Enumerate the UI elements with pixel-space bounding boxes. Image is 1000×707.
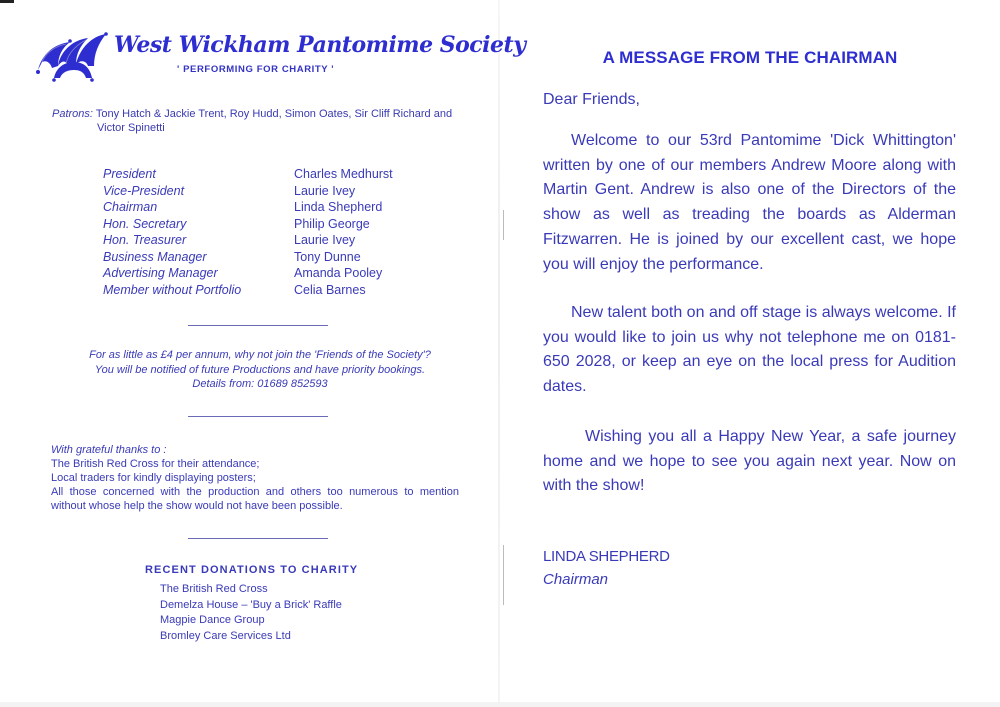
officer-name: Celia Barnes	[294, 282, 366, 297]
society-name: West Wickham Pantomime Society	[114, 32, 526, 58]
friends-contact: Details from: 01689 852593	[192, 378, 328, 390]
thanks-item: All those concerned with the production and others too numerous to mention without whose help the show would not have been possible.	[51, 486, 459, 512]
donations-list	[160, 582, 342, 644]
officer-role: Hon. Treasurer	[103, 233, 187, 247]
section-divider	[188, 538, 328, 539]
fold-crease	[503, 545, 504, 605]
patrons	[52, 107, 472, 135]
page-fold	[498, 0, 500, 707]
donation-item: Demelza House – 'Buy a Brick' Raffle	[160, 598, 342, 611]
officer-name: Tony Dunne	[294, 249, 361, 264]
officer-name: Charles Medhurst	[294, 167, 393, 181]
section-divider	[188, 416, 328, 417]
salutation: Dear Friends,	[543, 91, 640, 108]
message-title: A MESSAGE FROM THE CHAIRMAN	[602, 48, 898, 67]
officer-row	[103, 166, 393, 183]
officer-row	[103, 249, 393, 266]
donation-item: Magpie Dance Group	[160, 614, 265, 626]
friends-line: You will be notified of future Productions and have priority bookings.	[94, 363, 426, 376]
officer-name: Linda Shepherd	[294, 200, 383, 214]
section-divider	[188, 325, 328, 326]
officer-name: Laurie Ivey	[294, 183, 356, 198]
friends-of-society-notice	[40, 348, 480, 392]
donation-item: Bromley Care Services Ltd	[160, 629, 291, 642]
officer-role: President	[103, 167, 156, 181]
thanks-item: Local traders for kindly displaying posters;	[51, 472, 256, 484]
officer-role: Member without Portfolio	[103, 282, 242, 297]
paper-edge	[0, 702, 1000, 707]
officer-row	[103, 282, 393, 299]
signature-name: LINDA SHEPHERD	[543, 548, 670, 565]
message-paragraph: Welcome to our 53rd Pantomime 'Dick Whittington' written by one of our members Andrew Moore along with Martin Gent. Andrew is also one of the Directors of the show as well as treading the boards as Alderman Fitzwarren. He is joined by our excellent cast, we hope you will enjoy the performance.	[543, 132, 956, 273]
jester-hat-icon	[36, 30, 108, 82]
thanks-lead: With grateful thanks to :	[51, 444, 167, 456]
patrons-label: Patrons:	[52, 108, 93, 120]
thanks-item: The British Red Cross for their attendance;	[51, 458, 260, 470]
officer-role: Vice-President	[103, 183, 185, 198]
officer-row	[103, 216, 393, 233]
thanks-section	[51, 443, 459, 513]
officers-list	[103, 166, 393, 298]
officer-name: Amanda Pooley	[294, 266, 383, 280]
officer-role: Hon. Secretary	[103, 216, 187, 231]
message-paragraph: Wishing you all a Happy New Year, a safe journey home and we hope to see you again next year. Now on with the show!	[543, 428, 956, 495]
officer-role: Chairman	[103, 200, 158, 214]
patrons-list-continued: Victor Spinetti	[97, 122, 165, 134]
message-paragraph: New talent both on and off stage is always welcome. If you would like to join us why not telephone me on 0181-650 2028, or keep an eye on the local press for Audition dates.	[543, 304, 956, 396]
patrons-list: Tony Hatch & Jackie Trent, Roy Hudd, Simon Oates, Sir Cliff Richard and	[95, 108, 453, 120]
friends-line: For as little as £4 per annum, why not join the 'Friends of the Society'?	[89, 349, 431, 361]
officer-name: Laurie Ivey	[294, 233, 356, 247]
officer-row	[103, 232, 393, 249]
officer-row	[103, 183, 393, 200]
scan-corner-mark	[0, 0, 14, 3]
officer-role: Business Manager	[103, 249, 207, 264]
donation-item: The British Red Cross	[160, 583, 268, 595]
officer-role: Advertising Manager	[103, 266, 218, 280]
donations-title: RECENT DONATIONS TO CHARITY	[145, 564, 359, 576]
officer-row	[103, 199, 393, 216]
fold-crease	[503, 210, 504, 240]
officer-row	[103, 265, 393, 282]
society-tagline: ' PERFORMING FOR CHARITY '	[177, 64, 335, 75]
signature-title: Chairman	[543, 571, 609, 588]
officer-name: Philip George	[294, 216, 370, 231]
